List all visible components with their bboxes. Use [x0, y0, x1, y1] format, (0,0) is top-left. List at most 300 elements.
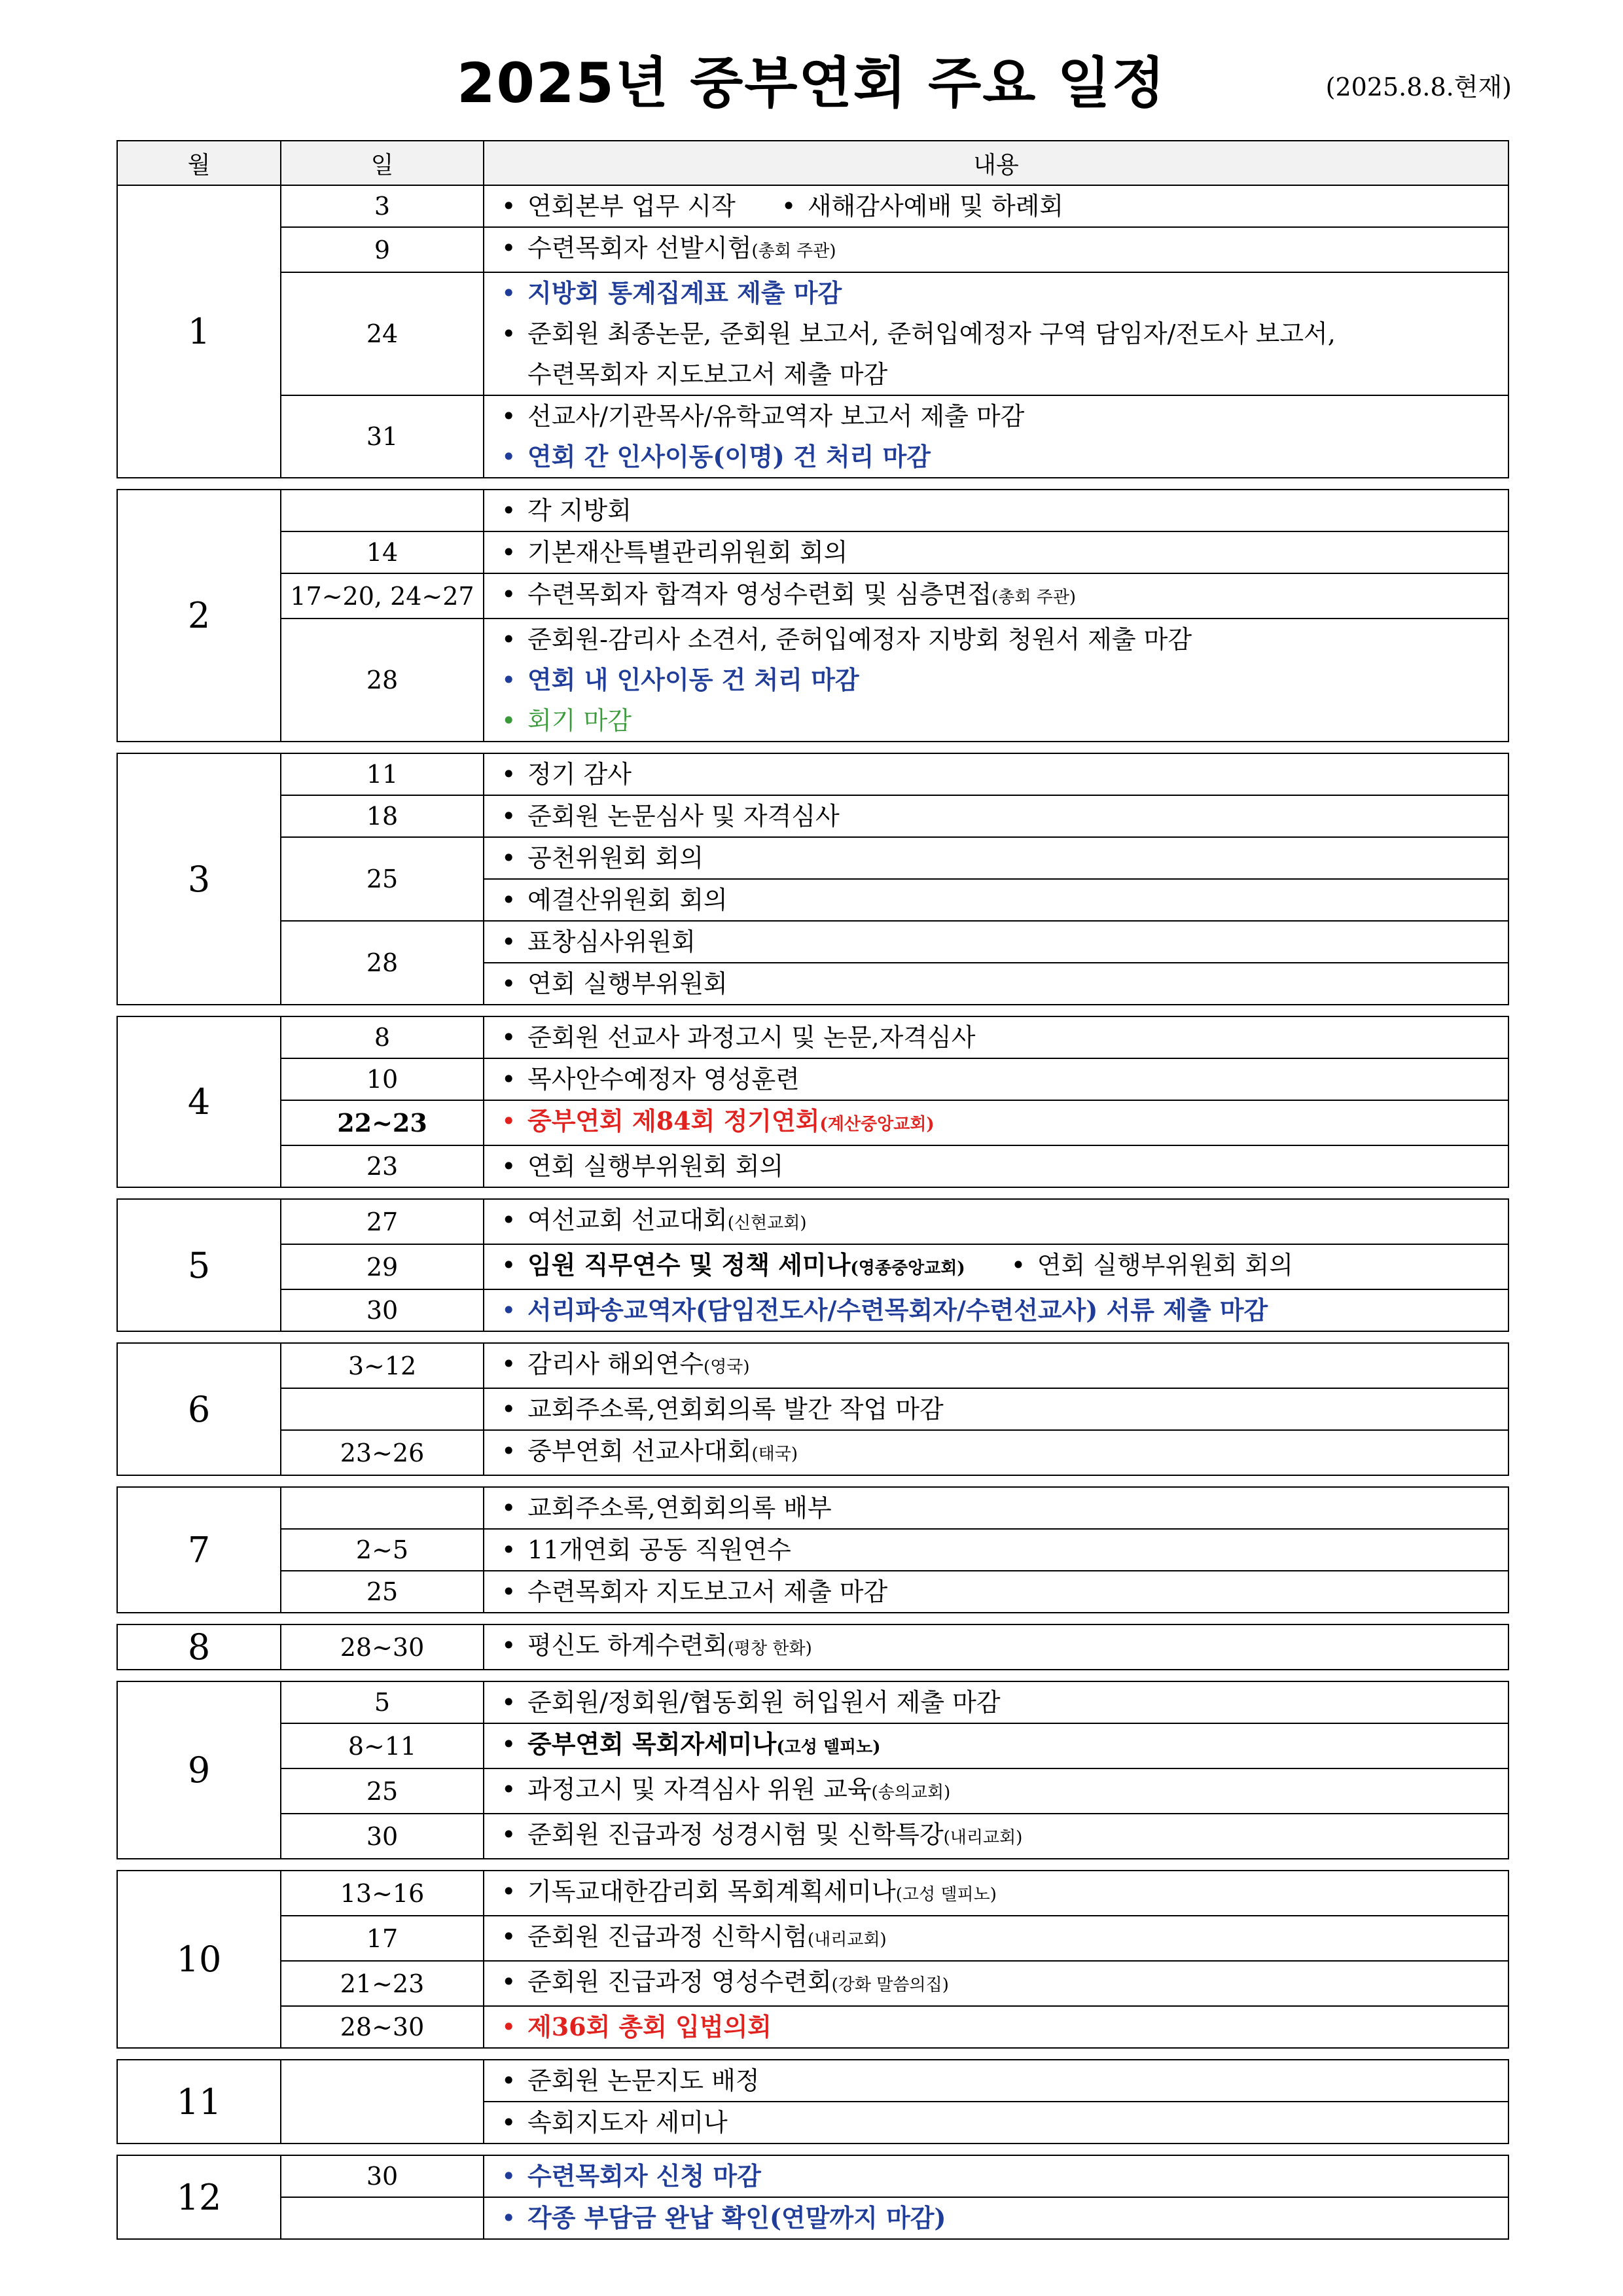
separator-cell	[117, 2144, 1508, 2155]
schedule-item	[501, 2159, 761, 2193]
content-line	[501, 2060, 1508, 2101]
bullet-icon: •	[501, 1877, 516, 1906]
item-text: 11개연회 공동 직원연수	[527, 1535, 791, 1564]
month-separator	[117, 1331, 1508, 1343]
bullet-icon: •	[501, 2162, 516, 2191]
schedule-item	[501, 967, 728, 1001]
schedule-row	[117, 795, 1508, 837]
bullet-icon: •	[501, 1350, 516, 1378]
content-line	[501, 1290, 1508, 1331]
schedule-row	[117, 1100, 1508, 1145]
bullet-icon: •	[501, 927, 516, 956]
separator-cell	[117, 1670, 1508, 1681]
bullet-icon: •	[501, 1688, 516, 1717]
item-text: 중부연회 목회자세미나	[527, 1729, 777, 1759]
item-note: (내리교회)	[943, 1828, 1023, 1848]
content-line	[501, 838, 1508, 878]
item-note: (고성 델피노)	[895, 1885, 997, 1905]
schedule-item	[501, 1149, 783, 1183]
item-text: 준회원 선교사 과정고시 및 논문,자격심사	[527, 1023, 976, 1052]
schedule-item	[501, 493, 632, 528]
content-line	[501, 754, 1508, 795]
item-text: 연회본부 업무 시작	[527, 192, 736, 221]
schedule-row	[117, 619, 1508, 742]
schedule-item	[501, 1062, 800, 1096]
content-line	[501, 1488, 1508, 1528]
header-day: 일	[281, 141, 484, 185]
schedule-item	[501, 2064, 760, 2098]
content-cell	[484, 272, 1508, 395]
item-note: (고성 델피노)	[776, 1738, 881, 1757]
schedule-row	[117, 1487, 1508, 1529]
schedule-row	[117, 395, 1508, 478]
item-note: (송의교회)	[871, 1783, 951, 1803]
day-cell: 8~11	[281, 1723, 484, 1768]
content-cell	[484, 1961, 1508, 2006]
month-separator	[117, 1005, 1508, 1016]
content-cell	[484, 185, 1508, 227]
separator-cell	[117, 1859, 1508, 1871]
content-cell	[484, 1871, 1508, 1916]
month-separator	[117, 2048, 1508, 2060]
item-text: 준회원/정회원/협동회원 허입원서 제출 마감	[527, 1688, 1001, 1717]
day-cell: 3	[281, 185, 484, 227]
item-text: 준회원 진급과정 영성수련회	[527, 1967, 832, 1996]
content-cell	[484, 1343, 1508, 1388]
bullet-icon: •	[501, 666, 516, 694]
bullet-icon: •	[501, 538, 516, 567]
schedule-row	[117, 1430, 1508, 1475]
schedule-row	[117, 1289, 1508, 1331]
schedule-row	[117, 2197, 1508, 2239]
schedule-item	[501, 1293, 1268, 1327]
month-separator	[117, 1187, 1508, 1199]
day-cell: 28~30	[281, 1624, 484, 1670]
content-line	[501, 273, 1508, 314]
bullet-icon: •	[501, 1577, 516, 1606]
schedule-row	[117, 573, 1508, 619]
item-text: 목사안수예정자 영성훈련	[527, 1065, 800, 1094]
schedule-row	[117, 837, 1508, 879]
day-cell: 17~20, 24~27	[281, 573, 484, 619]
month-separator	[117, 1670, 1508, 1681]
content-line	[501, 2156, 1508, 2197]
day-cell: 14	[281, 531, 484, 573]
content-line	[501, 619, 1508, 660]
bullet-icon: •	[501, 2204, 516, 2233]
content-line	[501, 1431, 1508, 1475]
content-line	[501, 2007, 1508, 2047]
item-text: 수련목회자 합격자 영성수련회 및 심층면접	[527, 580, 992, 609]
schedule-item	[501, 925, 696, 959]
item-text: 준회원 논문심사 및 자격심사	[527, 802, 840, 831]
bullet-icon: •	[501, 802, 516, 831]
schedule-item	[501, 399, 1024, 433]
schedule-item	[501, 276, 842, 310]
content-line	[501, 314, 1508, 354]
bullet-icon: •	[501, 1395, 516, 1424]
header-content: 내용	[484, 141, 1508, 185]
schedule-item	[501, 1965, 949, 2002]
bullet-icon: •	[501, 496, 516, 525]
as-of-date: (2025.8.8.현재)	[1325, 73, 1512, 101]
bullet-icon: •	[501, 1730, 516, 1759]
bullet-icon: •	[501, 319, 516, 348]
item-text: 교회주소록,연회회의록 발간 작업 마감	[527, 1395, 944, 1424]
separator-cell	[117, 1331, 1508, 1343]
item-text: 준회원 진급과정 신학시험	[527, 1922, 808, 1951]
bullet-icon: •	[501, 760, 516, 789]
bullet-icon: •	[501, 402, 516, 431]
item-note: (강화 말씀의집)	[831, 1975, 949, 1995]
schedule-item	[501, 1104, 935, 1141]
item-text: 제36회 총회 입법의회	[527, 2012, 772, 2041]
content-cell	[484, 1681, 1508, 1723]
day-cell: 10	[281, 1058, 484, 1100]
content-cell	[484, 1289, 1508, 1331]
content-cell	[484, 921, 1508, 963]
schedule-row	[117, 1916, 1508, 1961]
content-cell	[484, 2155, 1508, 2197]
schedule-row	[117, 1961, 1508, 2006]
day-cell	[281, 2060, 484, 2144]
item-note: (평창 한화)	[727, 1639, 812, 1659]
bullet-icon: •	[501, 2013, 516, 2041]
item-text: 연회 간 인사이동(이명) 건 처리 마감	[527, 442, 931, 471]
content-line	[501, 963, 1508, 1004]
content-line	[501, 1059, 1508, 1100]
bullet-icon: •	[501, 1535, 516, 1564]
day-cell: 21~23	[281, 1961, 484, 2006]
bullet-icon: •	[501, 1152, 516, 1181]
bullet-icon: •	[781, 192, 796, 221]
schedule-item	[501, 841, 704, 875]
item-text: 과정고시 및 자격심사 위원 교육	[527, 1775, 872, 1804]
bullet-icon: •	[501, 2066, 516, 2095]
day-cell: 9	[281, 227, 484, 272]
day-cell: 31	[281, 395, 484, 478]
content-line	[501, 532, 1508, 573]
bullet-icon: •	[1010, 1251, 1026, 1280]
content-line	[501, 1530, 1508, 1570]
content-cell	[484, 490, 1508, 531]
separator-cell	[117, 1187, 1508, 1199]
item-text: 기본재산특별관리위원회 회의	[527, 538, 848, 567]
day-cell: 18	[281, 795, 484, 837]
item-text: 중부연회 선교사대회	[527, 1437, 752, 1465]
content-cell	[484, 1100, 1508, 1145]
day-cell	[281, 1388, 484, 1430]
schedule-row	[117, 1016, 1508, 1058]
schedule-row	[117, 753, 1508, 795]
day-cell: 30	[281, 2155, 484, 2197]
day-cell: 25	[281, 1768, 484, 1814]
bullet-icon: •	[501, 1023, 516, 1052]
month-cell: 1	[117, 185, 281, 478]
separator-cell	[117, 2048, 1508, 2060]
schedule-row	[117, 1343, 1508, 1388]
month-separator	[117, 1613, 1508, 1624]
month-cell: 4	[117, 1016, 281, 1187]
content-cell	[484, 1199, 1508, 1244]
content-line	[501, 1571, 1508, 1612]
schedule-item	[501, 440, 931, 474]
separator-cell	[117, 1475, 1508, 1487]
schedule-row	[117, 1571, 1508, 1613]
content-line	[501, 1962, 1508, 2005]
schedule-row	[117, 227, 1508, 272]
content-cell	[484, 619, 1508, 742]
day-cell	[281, 2197, 484, 2239]
content-line	[501, 922, 1508, 962]
schedule-item	[501, 1727, 881, 1765]
schedule-row	[117, 1768, 1508, 1814]
content-cell	[484, 573, 1508, 619]
schedule-body	[117, 185, 1508, 2239]
bullet-icon: •	[501, 279, 516, 308]
content-cell	[484, 1571, 1508, 1613]
schedule-row	[117, 1145, 1508, 1187]
item-text: 각종 부담금 완납 확인(연말까지 마감)	[527, 2203, 946, 2233]
schedule-table	[116, 140, 1509, 2240]
content-line	[501, 1389, 1508, 1429]
item-text: 예결산위원회 회의	[527, 886, 728, 914]
month-cell: 8	[117, 1624, 281, 1670]
item-text: 지방회 통계집계표 제출 마감	[527, 278, 842, 308]
month-separator	[117, 478, 1508, 490]
separator-cell	[117, 1613, 1508, 1624]
item-text: 연회 내 인사이동 건 처리 마감	[527, 665, 859, 694]
content-cell	[484, 1388, 1508, 1430]
day-cell: 29	[281, 1244, 484, 1289]
schedule-item	[1011, 1248, 1293, 1282]
bullet-icon: •	[501, 969, 516, 998]
schedule-row	[117, 1723, 1508, 1768]
schedule-row	[117, 1199, 1508, 1244]
content-line	[501, 1724, 1508, 1768]
item-text: 연회 실행부위원회 회의	[1037, 1251, 1293, 1280]
schedule-row	[117, 490, 1508, 531]
bullet-icon: •	[501, 442, 516, 471]
content-cell	[484, 227, 1508, 272]
content-cell	[484, 1145, 1508, 1187]
content-line	[501, 660, 1508, 700]
content-cell	[484, 879, 1508, 921]
content-cell	[484, 1814, 1508, 1859]
day-cell: 30	[281, 1289, 484, 1331]
day-cell: 23	[281, 1145, 484, 1187]
item-text: 교회주소록,연회회의록 배부	[527, 1494, 832, 1522]
month-cell: 3	[117, 753, 281, 1005]
item-text: 표창심사위원회	[527, 927, 696, 956]
item-note: (계산중앙교회)	[819, 1115, 935, 1134]
item-text: 속회지도자 세미나	[527, 2108, 728, 2137]
content-cell	[484, 2060, 1508, 2102]
schedule-item	[501, 1392, 944, 1426]
content-line	[501, 796, 1508, 836]
day-cell: 13~16	[281, 1871, 484, 1916]
schedule-item	[501, 1772, 950, 1810]
day-cell: 28~30	[281, 2006, 484, 2048]
content-line	[501, 1245, 1508, 1289]
content-cell	[484, 1916, 1508, 1961]
schedule-item	[501, 577, 1076, 615]
day-cell: 28	[281, 921, 484, 1005]
schedule-row	[117, 2155, 1508, 2197]
schedule-row	[117, 1529, 1508, 1571]
schedule-item	[501, 317, 1336, 351]
content-line	[501, 2198, 1508, 2238]
bullet-icon: •	[501, 625, 516, 654]
content-cell	[484, 963, 1508, 1005]
content-line	[501, 1916, 1508, 1960]
content-cell	[484, 1529, 1508, 1571]
schedule-row	[117, 1871, 1508, 1916]
month-cell: 11	[117, 2060, 281, 2144]
schedule-item	[501, 1533, 791, 1567]
content-line	[501, 1200, 1508, 1244]
schedule-row	[117, 1388, 1508, 1430]
schedule-item	[501, 1203, 807, 1240]
schedule-item	[501, 1491, 832, 1525]
bullet-icon: •	[501, 1107, 516, 1136]
bullet-icon: •	[501, 1065, 516, 1094]
schedule-row	[117, 1624, 1508, 1670]
bullet-icon: •	[501, 1820, 516, 1849]
content-cell	[484, 1244, 1508, 1289]
content-line	[501, 1814, 1508, 1858]
item-text: 각 지방회	[527, 496, 632, 525]
month-separator	[117, 1475, 1508, 1487]
schedule-item	[501, 704, 632, 738]
item-text: 회기 마감	[527, 706, 632, 735]
content-line	[501, 1101, 1508, 1145]
bullet-icon: •	[501, 1922, 516, 1951]
schedule-item	[501, 1685, 1001, 1719]
schedule-item	[501, 231, 836, 268]
content-cell	[484, 795, 1508, 837]
content-line	[501, 1146, 1508, 1187]
content-cell	[484, 1768, 1508, 1814]
separator-cell	[117, 478, 1508, 490]
schedule-item	[501, 1575, 887, 1609]
bullet-icon: •	[501, 1437, 516, 1465]
bullet-icon: •	[501, 1631, 516, 1660]
content-line	[501, 186, 1508, 226]
bullet-icon: •	[501, 234, 516, 262]
item-text: 임원 직무연수 및 정책 세미나	[527, 1250, 851, 1280]
month-separator	[117, 2144, 1508, 2155]
content-cell	[484, 2006, 1508, 2048]
schedule-item	[501, 189, 736, 223]
item-text: 기독교대한감리회 목회계획세미나	[527, 1877, 896, 1906]
item-text: 연회 실행부위원회 회의	[527, 1152, 784, 1181]
bullet-icon: •	[501, 1296, 516, 1325]
content-cell	[484, 753, 1508, 795]
content-line	[501, 2102, 1508, 2143]
item-text: 중부연회 제84회 정기연회	[527, 1106, 820, 1136]
item-text: 서리파송교역자(담임전도사/수련목회자/수련선교사) 서류 제출 마감	[527, 1295, 1268, 1325]
item-text: 연회 실행부위원회	[527, 969, 728, 998]
item-text: 선교사/기관목사/유학교역자 보고서 제출 마감	[527, 402, 1025, 431]
day-cell: 2~5	[281, 1529, 484, 1571]
content-line	[501, 1871, 1508, 1915]
content-cell	[484, 1430, 1508, 1475]
item-text: 수련목회자 지도보고서 제출 마감	[527, 1577, 888, 1606]
schedule-item	[501, 2010, 772, 2044]
bullet-icon: •	[501, 2108, 516, 2137]
bullet-icon: •	[501, 1494, 516, 1522]
page-title: 2025년 중부연회 주요 일정	[457, 51, 1166, 115]
schedule-row	[117, 1244, 1508, 1289]
day-cell: 22~23	[281, 1100, 484, 1145]
item-text: 준회원 최종논문, 준회원 보고서, 준허입예정자 구역 담임자/전도사 보고서,	[527, 319, 1336, 348]
bullet-icon: •	[501, 1206, 516, 1234]
schedule-item	[501, 2106, 728, 2140]
month-cell: 2	[117, 490, 281, 742]
schedule-item	[501, 1874, 997, 1912]
schedule-row	[117, 921, 1508, 963]
separator-cell	[117, 1005, 1508, 1016]
item-text: 평신도 하계수련회	[527, 1631, 728, 1660]
item-note: (신현교회)	[727, 1213, 807, 1233]
day-cell: 11	[281, 753, 484, 795]
item-note: (영종중앙교회)	[850, 1259, 965, 1278]
item-text: 수련목회자 지도보고서 제출 마감	[527, 360, 888, 389]
schedule-row	[117, 185, 1508, 227]
schedule-item	[501, 883, 728, 917]
item-text: 수련목회자 선발시험	[527, 234, 752, 262]
schedule-item	[501, 357, 887, 391]
content-line	[501, 437, 1508, 477]
content-cell	[484, 395, 1508, 478]
content-cell	[484, 1487, 1508, 1529]
schedule-item	[501, 1347, 750, 1384]
content-cell	[484, 2102, 1508, 2144]
item-text: 준회원 논문지도 배정	[527, 2066, 760, 2095]
day-cell: 24	[281, 272, 484, 395]
month-cell: 12	[117, 2155, 281, 2239]
content-line	[501, 396, 1508, 437]
day-cell	[281, 490, 484, 531]
content-line	[501, 880, 1508, 920]
item-text: 준회원 진급과정 성경시험 및 신학특강	[527, 1820, 944, 1849]
bullet-icon: •	[501, 1967, 516, 1996]
schedule-item	[501, 1248, 965, 1285]
schedule-item	[501, 1628, 812, 1666]
content-cell	[484, 837, 1508, 879]
item-note: (영국)	[704, 1357, 750, 1377]
bullet-icon: •	[501, 1251, 516, 1280]
schedule-row	[117, 1058, 1508, 1100]
content-line	[501, 354, 1508, 395]
item-note: (태국)	[751, 1444, 798, 1464]
day-cell: 8	[281, 1016, 484, 1058]
day-cell: 30	[281, 1814, 484, 1859]
schedule-item	[501, 1434, 798, 1471]
day-cell: 25	[281, 837, 484, 921]
item-text: 정기 감사	[527, 760, 632, 789]
month-separator	[117, 742, 1508, 753]
schedule-item	[501, 757, 632, 791]
schedule-item	[501, 1818, 1022, 1855]
table-header-row	[117, 141, 1508, 185]
month-cell: 7	[117, 1487, 281, 1613]
schedule-item	[501, 2201, 946, 2235]
content-line	[501, 228, 1508, 272]
month-cell: 10	[117, 1871, 281, 2048]
item-text: 공천위원회 회의	[527, 844, 704, 872]
